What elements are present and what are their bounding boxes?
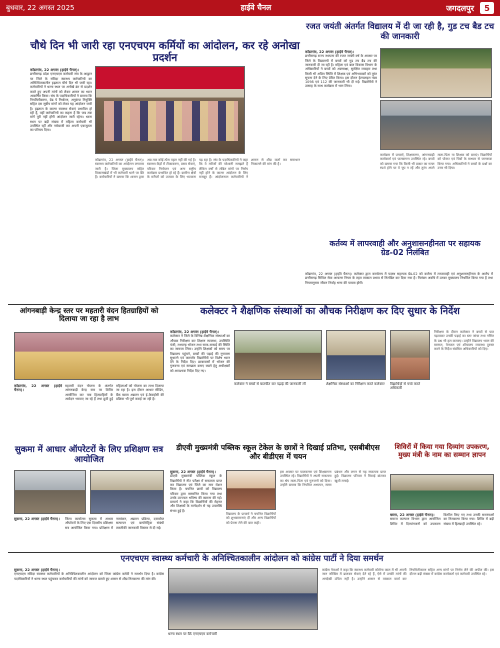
story9-byline: सुकमा, 22 अगस्त (हाईवे चैनल)। [14, 568, 60, 572]
story7-headline: डीएवी मुख्यमंत्री पब्लिक स्कूल टेकेल के छात्रों ने दिखाई प्रतिभा, एसबीबीएस और बीडीएस में चयन [176, 443, 380, 461]
story4-headline: कलेक्टर ने शैक्षणिक संस्थाओं का औचक निरीक्षण कर दिए सुधार के निर्देश [200, 306, 460, 317]
story5-byline: कोंडागांव, 22 अगस्त (हाईवे चैनल)। [14, 384, 62, 393]
story6-body [14, 517, 164, 549]
story2-photo-2 [380, 100, 492, 150]
story5-photo [14, 332, 164, 380]
story5-headline: आंगनबाड़ी केन्द्र स्तर पर महतारी वंदन हितग्राहियों को दिलाया जा रहा है लाभ [19, 306, 159, 324]
story9-body-text: एनएचएम संविदा स्वास्थ्य कर्मचारियों के अनिश्चितकालीन आंदोलन को जिला कांग्रेस कमेटी ने समर्थन दिया है। कांग्रेस पदाधिकारियों ने धरना स्थल पहुंचकर कर्मचारियों की मांगों को जायज बताते हुए शासन से शीघ्र निराकरण की मांग की। [14, 572, 164, 581]
story5-body [14, 384, 164, 444]
story6-byline: सुकमा, 22 अगस्त (हाईवे चैनल)। [14, 517, 60, 521]
story2-body-text: छत्तीसगढ़ राज्य स्थापना की रजत जयंती वर्ष के अवसर पर जिले के विद्यालयों में बच्चों को गुड टच बैड टच की जानकारी दी जा रही है। महिला एवं बाल विकास विभाग के अधिकारियों ने बच्चों को आत्मरक्षा, सुरक्षित व्यवहार तथा किसी भी अप्रिय स्थिति में शिक्षक एवं अभिभावकों को तुरंत सूचना देने के लिए प्रेरित किया। इस दौरान हेल्पलाइन नंबर 1098 एवं 112 की जानकारी भी दी गई। विद्यार्थियों ने उत्साह के साथ कार्यक्रम में भाग लिया। [305, 54, 377, 89]
story4-col-right: निरीक्षण के दौरान कलेक्टर ने बच्चों से पाठ पढ़वाकर उनकी पढ़ाई का स्तर जांचा तथा गणित के प्रश्न भी हल करवाए। उन्होंने विद्यालय भवन की मरम्मत, पेयजल एवं शौचालय व्यवस्था दुरुस्त करने के निर्देश संबंधित अधिकारियों को दिए। [434, 330, 494, 352]
story1-byline: कोंडागांव, 22 अगस्त (हाईवे चैनल)। [30, 68, 80, 72]
story8-body-text: समाज कल्याण विभाग द्वारा आयोजित शिविर में दिव्यांगजनों को उपकरण वितरित किए गए तथा उनकी समस्याओं का निराकरण किया गया। शिविर में बड़ी संख्या में हितग्राही उपस्थित रहे। [390, 513, 494, 526]
story4-caption-left: कलेक्टर ने बच्चों से बातचीत कर पढ़ाई की जानकारी ली [234, 382, 306, 386]
story9-caption: धरना स्थल पर बैठे एनएचएम कर्मचारी [168, 632, 217, 636]
story7-photo [226, 470, 276, 510]
story6-body-text: जिला कार्यालय सुकमा में आधार ऑपरेटरों के लिए एक दिवसीय प्रशिक्षण सत्र आयोजित किया गया। प्रशिक्षण में नामांकन, अद्यतन प्रक्रिया, दस्तावेज सत्यापन एवं बायोमेट्रिक संबंधी तकनीकी जानकारी विस्तार से दी गई। [65, 517, 164, 530]
story4-body-text: कलेक्टर ने जिले के विभिन्न शैक्षणिक संस्थाओं का औचक निरीक्षण कर शिक्षण व्यवस्था, उपस्थिति पंजी, मध्यान्ह भोजन तथा साफ-सफाई की स्थिति का जायजा लिया। उन्होंने शिक्षकों को समय पर विद्यालय पहुंचने, बच्चों की पढ़ाई की गुणवत्ता सुधारने एवं कमजोर विद्यार्थियों पर विशेष ध्यान देने के निर्देश दिए। छात्रावासों में भोजन की गुणवत्ता एवं स्वच्छता बनाए रखने हेतु अधीक्षकों को आवश्यक निर्देश दिए गए। [170, 334, 230, 373]
issue-date: बुधवार, 22 अगस्त 2025 [6, 3, 75, 12]
story4-caption-right: विद्यार्थियों से चर्चा करते अधिकारी [390, 382, 420, 391]
story2-headline: रजत जयंती अंतर्गत विद्यालय में दी जा रही है, गुड टच बैड टच की जानकारी [305, 21, 495, 41]
section-divider [8, 304, 494, 305]
story6-photo [14, 470, 86, 514]
story2-photo-1 [380, 48, 492, 98]
story8-body [390, 513, 494, 550]
story1-headline: चौथे दिन भी जारी रहा एनएचएम कर्मियों का आंदोलन, कर रहे अनोखा प्रदर्शन [30, 40, 300, 65]
story1-col1 [30, 68, 92, 268]
story7-body-text: डीएवी मुख्यमंत्री पब्लिक स्कूल के विद्यार्थियों ने नीट परीक्षा में सफलता प्राप्त कर विद्यालय एवं जिले का नाम रोशन किया है। चयनित छात्रों को विद्यालय परिवार द्वारा सम्मानित किया गया तथा उनके उज्ज्वल भविष्य की कामना की गई। प्राचार्य ने कहा कि विद्यार्थियों की मेहनत और शिक्षकों के मार्गदर्शन से यह उपलब्धि संभव हुई है। [170, 474, 222, 513]
story9-col3: कांग्रेस नेताओं ने कहा कि स्वास्थ्य कर्मचारी कोरोना काल में भी अपनी जान जोखिम में डालकर सेवाएं देते रहे हैं, ऐसे में उनकी मांगों की अनदेखी उचित नहीं है। उन्होंने शासन से तत्काल वार्ता कर नियमितीकरण सहित अन्य मांगों पर निर्णय लेने की अपील की। इस दौरान बड़ी संख्या में कांग्रेस कार्यकर्ता एवं कर्मचारी उपस्थित रहे। [322, 568, 494, 581]
story2-col-bottom: कार्यक्रम में प्राचार्य, शिक्षकगण, आंगनबाड़ी कार्यकर्ता एवं पालकगण उपस्थित रहे। बच्चों को बताया गया कि किसी भी प्रकार का गलत स्पर्श होने पर वे चुप न रहें और तुरंत अपने माता-पिता या शिक्षक को बताएं। विद्यार्थियों को पोस्टर एवं चित्रों के माध्यम से जागरूक किया गया। अधिकारियों ने बच्चों के प्रश्नों का उत्तर भी दिया। [380, 153, 492, 170]
story4-col-left [170, 330, 230, 440]
story4-byline: कोंडागांव, 22 अगस्त (हाईवे चैनल)। [170, 330, 220, 334]
masthead [0, 0, 500, 16]
story7-col1 [170, 470, 222, 550]
story3-headline: कर्तव्य में लापरवाही और अनुशासनहीनता पर सहायक ग्रेड-02 निलंबित [329, 239, 481, 257]
story3-body-text: कोंडागांव, 22 अगस्त (हाईवे चैनल)। कलेक्टर द्वारा कार्यालय में पदस्थ सहायक ग्रेड-02 को कर्तव्य में लापरवाही एवं अनुशासनहीनता के आरोप में छत्तीसगढ़ सिविल सेवा आचरण नियम के तहत तत्काल प्रभाव से निलंबित कर दिया गया है। निलंबन अवधि में उनका मुख्यालय निर्धारित किया गया है तथा नियमानुसार जीवन निर्वाह भत्ता की पात्रता होगी। [305, 272, 493, 285]
paper-name: हाईवे चैनल [240, 3, 272, 12]
story6-photo-2 [90, 470, 164, 514]
story9-headline: एनएचएम स्वास्थ्य कर्मचारी के अनिश्चितकालीन आंदोलन को कांग्रेस पार्टी ने दिया समर्थन [120, 553, 384, 563]
edition-city: जगदलपुर [446, 3, 474, 13]
story1-body-text: छत्तीसगढ़ प्रदेश एनएचएम कर्मचारी संघ के आह्वान पर जिले के संविदा स्वास्थ्य कर्मचारियों का अनिश्चितकालीन हड़ताल चौथे दिन भी जारी रहा। कर्मचारियों ने धरना स्थल पर अनोखे ढंग से प्रदर्शन करते हुए अपनी मांगों को लेकर शासन का ध्यान आकर्षित किया। संघ के पदाधिकारियों ने बताया कि नियमितीकरण, ग्रेड पे निर्धारण, अनुकंपा नियुक्ति सहित दस सूत्रीय मांगों को लेकर यह आंदोलन जारी है। हड़ताल के कारण स्वास्थ्य सेवाएं प्रभावित हो रही हैं, वहीं कर्मचारियों का कहना है कि जब तक मांगें पूरी नहीं होंगी आंदोलन जारी रहेगा। धरना स्थल पर बड़ी संख्या में महिला कर्मचारी भी उपस्थित रहीं और नारेबाजी कर अपनी एकजुटता का परिचय दिया। [30, 72, 92, 133]
story4-caption-mid: शैक्षणिक संस्थाओं का निरीक्षण करते कलेक्टर [326, 382, 385, 386]
story6-headline: सुकमा में आधार ऑपरेटरों के लिए प्रशिक्षण सत्र आयोजित [14, 445, 164, 465]
story4-photo-2 [326, 330, 386, 380]
story1-col-bottom: कोंडागांव, 22 अगस्त (हाईवे चैनल)। स्वास्थ्य कर्मचारियों का आंदोलन लगातार जारी है। जिला मुख्यालय सहित विकासखंडों में भी कर्मचारी धरने पर बैठे हैं। कर्मचारियों ने बताया कि शासन द्वारा अब तक कोई ठोस पहल नहीं की गई है। स्वास्थ्य केंद्रों में टीकाकरण, प्रसव सेवाएं, परिवार नियोजन एवं अन्य राष्ट्रीय कार्यक्रम प्रभावित हो रहे हैं। ग्रामीण क्षेत्रों के मरीजों को उपचार के लिए भटकना पड़ रहा है। संघ के पदाधिकारियों ने कहा कि वे मरीजों की परेशानी समझते हैं लेकिन वर्षों से लंबित मांगों पर निर्णय नहीं होने के कारण आंदोलन के लिए मजबूर हैं। आंदोलनरत कर्मचारियों ने शासन से शीघ्र वार्ता कर समाधान निकालने की मांग की है। [95, 158, 300, 180]
story7-byline: सुकमा, 22 अगस्त (हाईवे चैनल)। [170, 470, 216, 474]
story9-photo [168, 568, 318, 630]
page-number: 5 [480, 2, 494, 14]
story8-byline: बस्तर, 22 अगस्त (हाईवे चैनल)। [390, 513, 435, 517]
story4-photo-1 [234, 330, 322, 380]
story1-photo [95, 66, 245, 154]
story3-body [305, 272, 493, 302]
story7-col2: विद्यालय के प्राचार्य ने चयनित विद्यार्थियों को शुभकामनाएं दीं और अन्य विद्यार्थियों को प्रेरणा लेने की बात कही। [226, 512, 276, 525]
story2-col1 [305, 50, 377, 250]
story4-photo-3 [390, 330, 430, 380]
story9-col1 [14, 568, 164, 644]
story2-byline: कोंडागांव, 22 अगस्त (हाईवे चैनल)। [305, 50, 355, 54]
story8-photo [390, 474, 494, 510]
story5-body-text: महतारी वंदन योजना के अंतर्गत आंगनबाड़ी केन्द्र स्तर पर शिविर आयोजित कर पात्र हितग्राहियों के आवेदन भरवाए जा रहे हैं तथा छूटी हुई महिलाओं को योजना का लाभ दिलाया जा रहा है। इस दौरान आधार सीडिंग, बैंक खाता अद्यतन एवं ई-केवाईसी की प्रक्रिया भी पूर्ण कराई जा रही है। [65, 384, 164, 401]
story7-col3: इस अवसर पर पालकगण एवं शिक्षकगण उपस्थित रहे। विद्यार्थियों ने अपनी सफलता का श्रेय माता-पिता एवं गुरुजनों को दिया। उन्होंने बताया कि नियमित अध्ययन, समय प्रबंधन और लगन से यह सफलता प्राप्त हुई। विद्यालय परिवार ने मिठाई बांटकर खुशी मनाई। [280, 470, 386, 487]
story8-headline: शिविरों में किया गया दिव्यांग उपकरण, मुख्य मंत्री के नाम का सम्मान ज्ञापन [394, 443, 490, 459]
